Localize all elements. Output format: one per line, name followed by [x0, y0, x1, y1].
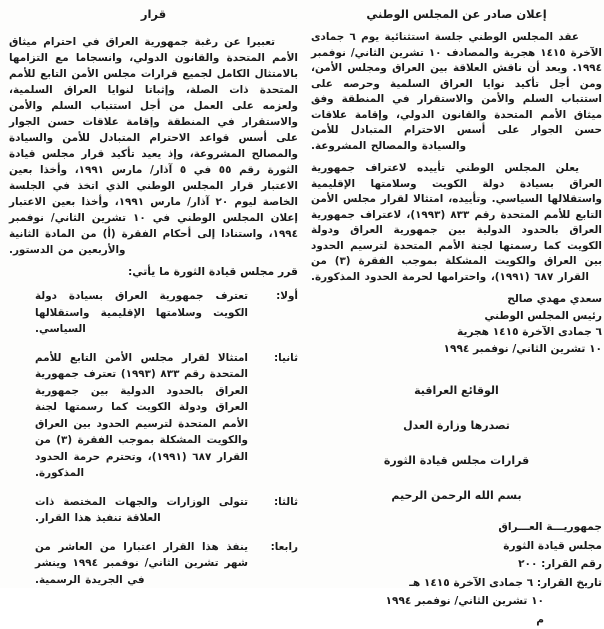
decision-number: رقم القرار: ٢٠٠ — [518, 558, 602, 570]
decree-enactment-line: قرر مجلس قيادة الثورة ما يأتي: — [127, 265, 298, 278]
decree-item-label: رابعا: — [270, 540, 298, 553]
declaration-paragraph-2: يعلن المجلس الوطني تأييده لاعتراف جمهورية العراق بسيادة دولة الكويت وسلامتها الإقليمية واستقلالها السياسي. وتأييده، امتثالا لقرار مجلس الأمن التابع للأمم المتحدة رقم ٨٣٣ (١٩٩٣)، لاعتراف جمهورية العراق بالحدود الدولية بين جمهورية العراق ودولة الكويت كما رسمتها لجنة الأمم المتحدة لترسيم الحدود بين العراق والكويت المشكلة بموجب الفقرة (٣) من القرار ٦٨٧ (١٩٩١)، واحترامها لحرمة الحدود المذكورة. — [311, 162, 602, 283]
signatory-title: رئيس المجلس الوطني — [484, 309, 602, 322]
issuer-block — [311, 518, 602, 629]
decree-item-third — [9, 494, 298, 527]
signatory-name: سعدي مهدي صالح — [507, 293, 602, 305]
basmala: بسم الله الرحمن الرحيم — [391, 489, 522, 502]
decree-title: قرار — [140, 7, 167, 21]
decree-item-text: ينفذ هذا القرار اعتبارا من العاشر من شهر تشرين الثاني/ نوفمبر ١٩٩٤ وينشر في الجريدة الرسمية. — [35, 540, 248, 586]
decree-item-text: تتولى الوزارات والجهات المختصة ذات العلاقة تنفيذ هذا القرار. — [35, 495, 248, 524]
gazette-section: قرارات مجلس قيادة الثورة — [383, 454, 530, 467]
decision-date-hijri: تاريخ القرار: ٦ جمادى الآخرة ١٤١٥ هـ — [409, 576, 602, 589]
issuer-council: مجلس قيادة الثورة — [503, 539, 602, 552]
decree-item-label: ثانيا: — [273, 351, 298, 364]
decision-date-gregorian: ١٠ تشرين الثاني/ نوفمبر ١٩٩٤ م — [385, 595, 544, 626]
declaration-column — [311, 0, 602, 629]
decree-items — [9, 288, 298, 588]
decree-item-fourth — [9, 539, 298, 589]
signature-block — [311, 291, 602, 357]
decree-item-second — [9, 350, 298, 482]
decree-item-text: امتثالا لقرار مجلس الأمن التابع للأمم المتحدة رقم ٨٣٣ (١٩٩٣) تعترف جمهورية العراق بالحدود الدولية بين جمهورية العراق ودولة الكويت كما رسمتها لجنة الأمم المتحدة لترسيم الحدود بين العراق والكويت المشكلة بموجب الفقرة (٣) من القرار ٦٨٧ (١٩٩١)، وتحترم حرمة الحدود المذكورة. — [35, 351, 249, 479]
signature-date-gregorian: ١٠ تشرين الثاني/ نوفمبر ١٩٩٤ — [443, 342, 602, 355]
decree-item-text: تعترف جمهورية العراق بسيادة دولة الكويت وسلامتها الإقليمية واستقلالها السياسي. — [35, 290, 248, 335]
decree-item-first — [9, 288, 298, 338]
gazette-headings — [311, 383, 602, 503]
decree-item-label: ثالثا: — [273, 495, 298, 508]
decree-column — [9, 0, 298, 600]
declaration-title: إعلان صادر عن المجلس الوطني — [366, 7, 547, 21]
issuer-country: جمهوريـــة العـــراق — [498, 521, 602, 533]
decree-item-label: أولا: — [276, 290, 298, 302]
signature-date-hijri: ٦ جمادى الآخرة ١٤١٥ هجرية — [457, 326, 602, 338]
gazette-publisher: تصدرها وزارة العدل — [403, 419, 510, 432]
decree-preamble: تعبيرا عن رغبة جمهورية العراق في احترام ميثاق الأمم المتحدة والقانون الدولي، وانسجاما مع التزامها بالامتثال الكامل لجميع قرارات مجلس الأمن التابع للأمم المتحدة ذات الصلة، وإثباتا لنوايا العراق السلمية، ولعزمه على العمل من أجل استتباب السلم والأمن والاستقرار في المنطقة وإقامة علاقات حسن الجوار على أسس قواعد الاحترام المتبادل للأمن والسيادة والمصالح المشروعة، وإذ يعيد تأكيد قرار مجلس قيادة الثورة رقم ٥٥ في ٥ آذار/ مارس ١٩٩١، وأخذا بعين الاعتبار قرار المجلس الوطني الذي اتخذ في الجلسة الخاصة ليوم ٢٠ آذار/ مارس ١٩٩١، وأخذا بعين الاعتبار إعلان المجلس الوطني في ١٠ تشرين الثاني/ نوفمبر ١٩٩٤، واستنادا إلى أحكام الفقرة (أ) من المادة الثانية والأربعين من الدستور. — [9, 36, 298, 256]
gazette-name: الوقائع العراقية — [414, 384, 499, 397]
declaration-paragraph-1: عقد المجلس الوطني جلسة استثنائية يوم ٦ جمادى الآخرة ١٤١٥ هجرية والمصادف ١٠ تشرين الثاني/ نوفمبر ١٩٩٤. وبعد أن ناقش العلاقة بين العراق ومجلس الأمن، ومن أجل تأكيد نوايا العراق السلمية وحرصه على استتباب السلم والأمن والاستقرار في المنطقة وفق ميثاق الأمم المتحدة والقانون الدولي، وإقامة علاقات حسن الجوار على أسس الاحترام المتبادل للأمن والسيادة والمصالح المشروعة. — [311, 31, 602, 152]
